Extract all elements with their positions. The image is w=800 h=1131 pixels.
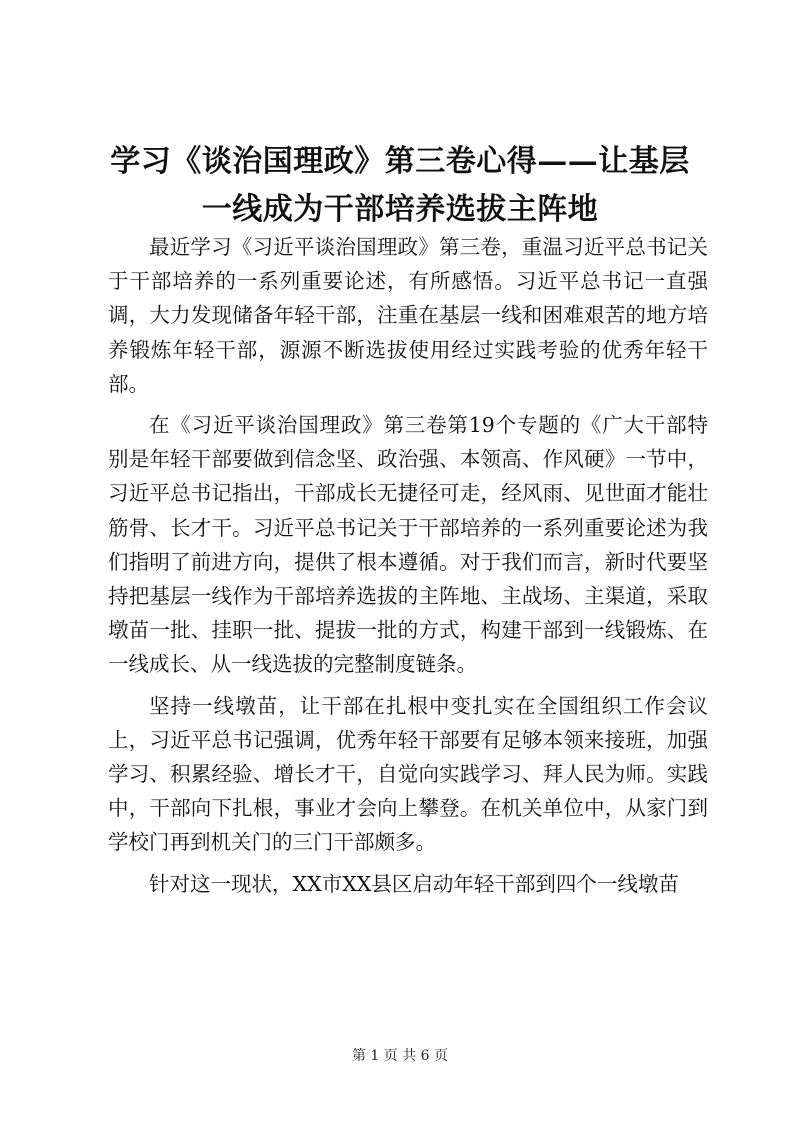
paragraph-3: 坚持一线墩苗，让干部在扎根中变扎实在全国组织工作会议上，习近平总书记强调，优秀年轻干部要有足够本领来接班，加强学习、积累经验、增长才干，自觉向实践学习、拜人民为师。实践中，干部向下扎根，事业才会向上攀登。在机关单位中，从家门到学校门再到机关门的三门干部颇多。 xyxy=(108,693,708,855)
paragraph-1: 最近学习《习近平谈治国理政》第三卷，重温习近平总书记关于干部培养的一系列重要论述，有所感悟。习近平总书记一直强调，大力发现储备年轻干部，注重在基层一线和困难艰苦的地方培养锻炼年轻干部，源源不断选拔使用经过实践考验的优秀年轻干部。 xyxy=(108,235,708,396)
paragraph-2: 在《习近平谈治国理政》第三卷第19个专题的《广大干部特别是年轻干部要做到信念坚、政治强、本领高、作风硬》一节中，习近平总书记指出，干部成长无捷径可走，经风雨、见世面才能壮筋骨、长才干。习近平总书记关于干部培养的一系列重要论述为我们指明了前进方向，提供了根本遵循。对于我们而言，新时代要坚持把基层一线作为干部培养选拔的主阵地、主战场、主渠道，采取墩苗一批、挂职一批、提拔一批的方式，构建干部到一线锻炼、在一线成长、从一线选拔的完整制度链条。 xyxy=(108,413,708,677)
document-title: 学习《谈治国理政》第三卷心得——让基层一线成为干部培养选拔主阵地 xyxy=(110,144,690,227)
page-footer: 第 1 页 共 6 页 xyxy=(351,1048,449,1064)
paragraph-4: 针对这一现状，XX市XX县区启动年轻干部到四个一线墩苗 xyxy=(149,871,679,896)
document-body xyxy=(108,230,708,908)
